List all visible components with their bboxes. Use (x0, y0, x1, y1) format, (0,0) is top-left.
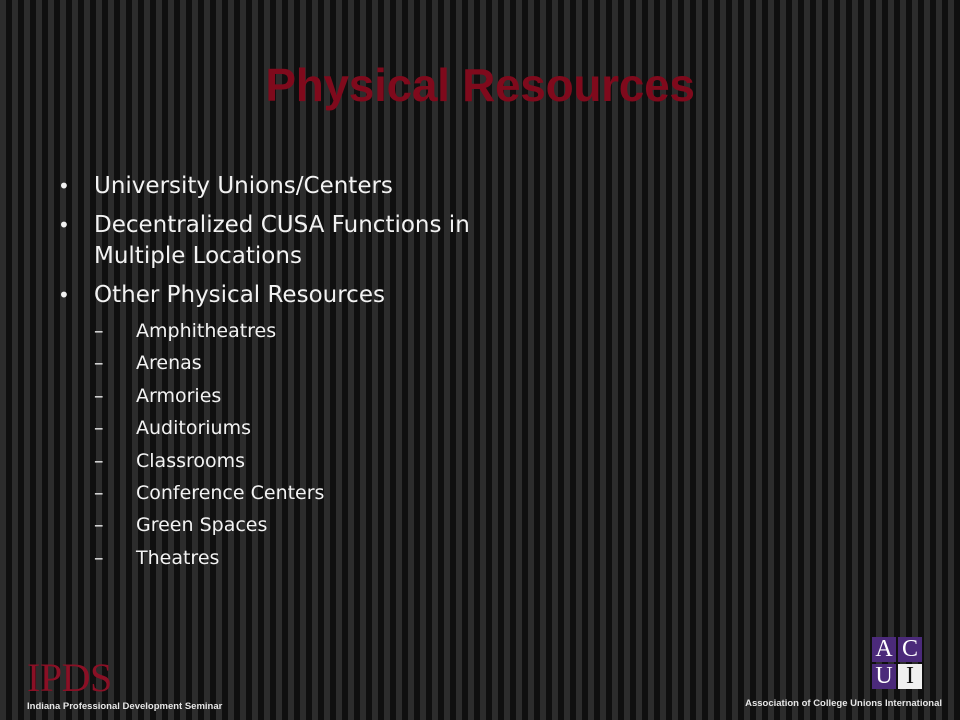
sub-item (94, 477, 576, 509)
dash-icon: – (94, 546, 104, 569)
bullet-text-line: Multiple Locations (94, 243, 302, 269)
bullet-text-line: Decentralized CUSA Functions in (94, 212, 470, 238)
dash-icon: – (94, 482, 104, 505)
dash-icon: – (94, 352, 104, 375)
bullet-list (56, 171, 576, 582)
acui-org-name: Association of College Unions International (745, 698, 942, 709)
sub-item-text: Amphitheatres (136, 320, 277, 342)
sub-item-text: Classrooms (136, 449, 246, 472)
sub-item (94, 380, 576, 412)
sub-item-text: Conference Centers (136, 482, 325, 505)
dash-icon: – (94, 417, 104, 440)
sub-item-text: Green Spaces (136, 514, 268, 537)
sub-item (94, 445, 576, 477)
sub-item-text: Armories (136, 384, 222, 407)
sub-item (94, 509, 576, 541)
sub-item-text: Arenas (136, 352, 202, 375)
ipds-org-name: Indiana Professional Development Seminar (27, 701, 223, 712)
ipds-logo (27, 655, 223, 712)
sub-list (94, 315, 576, 574)
bullet-item (56, 171, 576, 202)
sub-item-text: Auditoriums (136, 417, 251, 440)
dash-icon: – (94, 514, 104, 537)
sub-item (94, 347, 576, 379)
bullet-icon: • (58, 283, 70, 307)
sub-item (94, 412, 576, 444)
acui-logo-grid (872, 637, 922, 689)
bullet-item (56, 280, 576, 574)
sub-item-text: Theatres (136, 546, 220, 569)
acui-letter-c: C (898, 637, 922, 662)
dash-icon: – (94, 320, 104, 342)
bullet-icon: • (58, 174, 70, 198)
dash-icon: – (94, 384, 104, 407)
sub-item (94, 542, 576, 574)
ipds-logo-mark: IPDS (27, 655, 112, 700)
acui-logo (745, 636, 942, 717)
bullet-text: Other Physical Resources (94, 282, 385, 308)
sub-item (94, 315, 576, 347)
acui-letter-u: U (872, 664, 896, 689)
acui-letter-i: I (898, 664, 922, 689)
dash-icon: – (94, 449, 104, 472)
bullet-text: University Unions/Centers (94, 173, 393, 199)
slide-title: Physical Resources (265, 59, 695, 111)
bullet-icon: • (58, 213, 70, 237)
bullet-item (56, 210, 576, 272)
acui-letter-a: A (872, 637, 896, 662)
